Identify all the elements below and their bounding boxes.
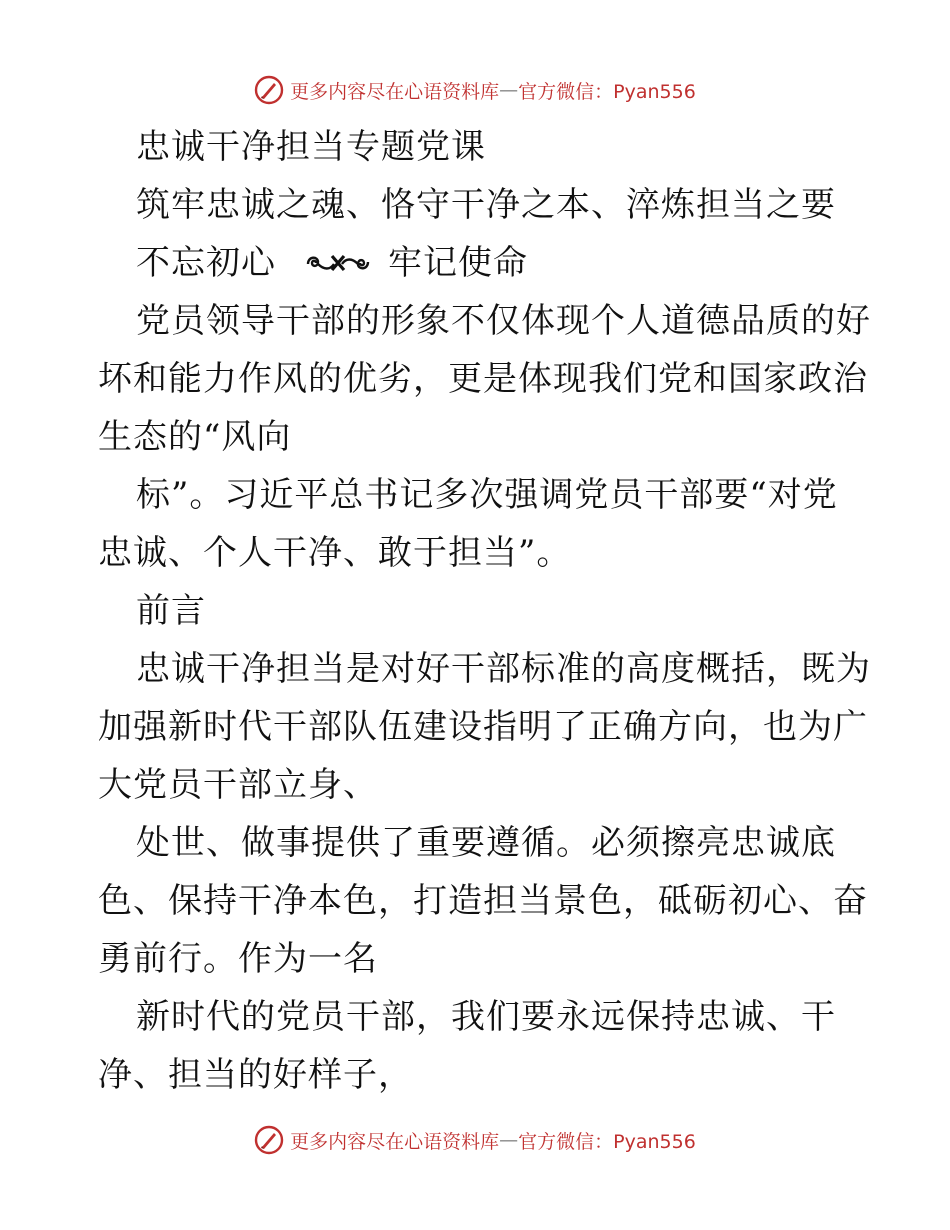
motto-right: 牢记使命: [388, 243, 528, 283]
paragraph-line: 忠诚干净担当是对好干部标准的高度概括，既为: [136, 649, 871, 689]
section-heading: 前言: [136, 591, 206, 631]
document-body: [98, 118, 871, 1104]
paragraph-line: 加强新时代干部队伍建设指明了正确方向，也为广: [98, 707, 868, 747]
document-title: 忠诚干净担当专题党课: [136, 127, 486, 167]
motto-left: 不忘初心: [136, 243, 276, 283]
watermark-contact: 官方微信：Pyan556: [518, 80, 696, 103]
paragraph-line: 处世、做事提供了重要遵循。必须擦亮忠诚底: [136, 823, 836, 863]
paragraph-line: 标”。习近平总书记多次强调党员干部要“对党: [136, 475, 838, 515]
watermark-dash: —: [499, 79, 519, 101]
watermark-text: 更多内容尽在心语资料库: [290, 80, 500, 103]
footer-watermark: [0, 1120, 950, 1160]
watermark-contact: 官方微信：Pyan556: [518, 1130, 696, 1153]
paragraph-line: 坏和能力作风的优劣，更是体现我们党和国家政治: [98, 359, 868, 399]
paragraph-line: 色、保持干净本色，打造担当景色，砥砺初心、奋: [98, 881, 868, 921]
paragraph-line: 勇前行。作为一名: [98, 939, 378, 979]
paragraph-line: 忠诚、个人干净、敢于担当”。: [98, 533, 572, 573]
motto-line: [98, 234, 858, 292]
watermark-dash: —: [499, 1129, 519, 1151]
paragraph-line: 党员领导干部的形象不仅体现个人道德品质的好: [136, 301, 871, 341]
document-subtitle: 筑牢忠诚之魂、恪守干净之本、淬炼担当之要: [136, 185, 836, 225]
paragraph-line: 大党员干部立身、: [98, 765, 378, 805]
flourish-ornament-icon: [304, 248, 372, 278]
header-watermark: [0, 70, 950, 110]
quill-seal-icon: [254, 75, 284, 105]
watermark-text: 更多内容尽在心语资料库: [290, 1130, 500, 1153]
paragraph-line: 生态的“风向: [98, 417, 292, 457]
paragraph-line: 净、担当的好样子，: [98, 1055, 413, 1095]
quill-seal-icon: [254, 1125, 284, 1155]
paragraph-line: 新时代的党员干部，我们要永远保持忠诚、干: [136, 997, 836, 1037]
